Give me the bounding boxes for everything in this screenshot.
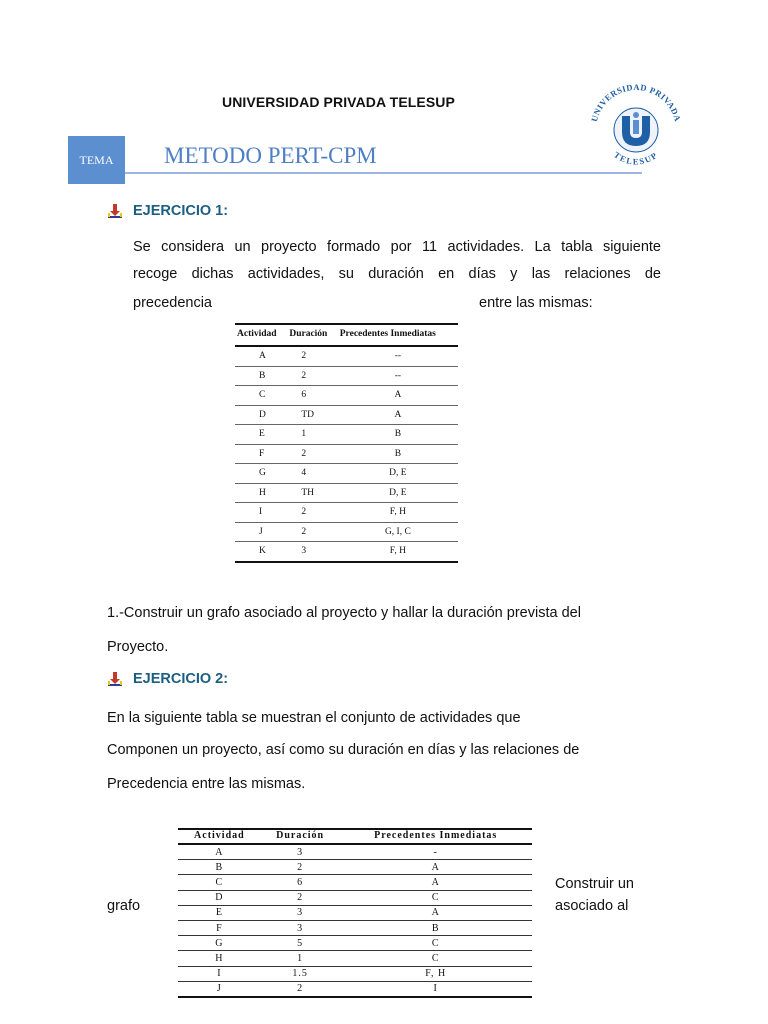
table-cell: G bbox=[178, 936, 261, 951]
table-row bbox=[178, 936, 532, 951]
table-cell: 1 bbox=[261, 951, 340, 966]
ejercicio-2-side-right-line-2: asociado al bbox=[555, 898, 629, 914]
table-row bbox=[235, 366, 458, 386]
ejercicio-2-heading bbox=[107, 671, 228, 687]
ejercicio-2-side-right-line-1: Construir un bbox=[555, 876, 634, 892]
table-header-cell: Precedentes Inmediatas bbox=[338, 324, 458, 346]
table-row bbox=[235, 542, 458, 562]
table-cell: B bbox=[338, 425, 458, 445]
table-row bbox=[235, 503, 458, 523]
tema-label: TEMA bbox=[68, 136, 125, 184]
table-cell: A bbox=[178, 844, 261, 860]
ejercicio-1-heading bbox=[107, 203, 228, 219]
ejercicio-1-intro-line-2: recoge dichas actividades, su duración en días y las relaciones de bbox=[133, 266, 661, 282]
ejercicio-2-title: EJERCICIO 2: bbox=[133, 671, 229, 687]
ejercicio-2-line-2: Componen un proyecto, así como su duración en días y las relaciones de bbox=[107, 742, 580, 758]
title-divider bbox=[125, 172, 642, 174]
table-cell: H bbox=[235, 483, 287, 503]
table-cell: 4 bbox=[287, 464, 337, 484]
table-cell: A bbox=[338, 405, 458, 425]
table-cell: A bbox=[339, 875, 532, 890]
table-row bbox=[178, 844, 532, 860]
table-cell: E bbox=[235, 425, 287, 445]
table-row bbox=[178, 981, 532, 997]
ejercicio-1-question-line-2: Proyecto. bbox=[107, 639, 169, 655]
table-cell: D, E bbox=[338, 464, 458, 484]
table-cell: E bbox=[178, 905, 261, 920]
table-cell: 2 bbox=[287, 366, 337, 386]
ejercicio-1-intro-line-1: Se considera un proyecto formado por 11 actividades. La tabla siguiente bbox=[133, 239, 661, 255]
table-cell: 2 bbox=[261, 981, 340, 997]
ejercicio-2-side-left: grafo bbox=[107, 898, 141, 914]
table-cell: F bbox=[178, 920, 261, 935]
table-cell: F, H bbox=[338, 503, 458, 523]
bullet-icon bbox=[107, 203, 123, 219]
table-cell: 3 bbox=[261, 905, 340, 920]
table-cell: - bbox=[339, 844, 532, 860]
table-cell: F, H bbox=[338, 542, 458, 562]
table-cell: C bbox=[235, 386, 287, 406]
university-logo bbox=[584, 80, 688, 180]
ejercicio-1-table bbox=[235, 323, 458, 563]
table-row bbox=[178, 905, 532, 920]
table-row bbox=[235, 522, 458, 542]
table-cell: D bbox=[178, 890, 261, 905]
table-cell: TD bbox=[287, 405, 337, 425]
table-cell: 2 bbox=[287, 444, 337, 464]
table-cell: 2 bbox=[261, 860, 340, 875]
table-cell: B bbox=[338, 444, 458, 464]
table-cell: 5 bbox=[261, 936, 340, 951]
table-cell: D, E bbox=[338, 483, 458, 503]
table-cell: H bbox=[178, 951, 261, 966]
table-cell: 2 bbox=[261, 890, 340, 905]
table-cell: B bbox=[339, 920, 532, 935]
table-row bbox=[235, 464, 458, 484]
table-cell: G, I, C bbox=[338, 522, 458, 542]
ejercicio-2-line-3: Precedencia entre las mismas. bbox=[107, 776, 306, 792]
table-row bbox=[178, 860, 532, 875]
table-cell: C bbox=[178, 875, 261, 890]
table-cell: A bbox=[339, 905, 532, 920]
table-cell: 2 bbox=[287, 503, 337, 523]
table-row bbox=[178, 966, 532, 981]
table-row bbox=[235, 444, 458, 464]
table-cell: A bbox=[235, 346, 287, 366]
table-row bbox=[235, 346, 458, 366]
table-cell: J bbox=[235, 522, 287, 542]
table-cell: A bbox=[338, 386, 458, 406]
table-cell: J bbox=[178, 981, 261, 997]
table-cell: B bbox=[178, 860, 261, 875]
table-cell: F bbox=[235, 444, 287, 464]
table-cell: C bbox=[339, 890, 532, 905]
table-cell: A bbox=[339, 860, 532, 875]
table-cell: 3 bbox=[261, 844, 340, 860]
table-row bbox=[235, 405, 458, 425]
ejercicio-2-table bbox=[178, 828, 532, 998]
ejercicio-1-question-line-1: 1.-Construir un grafo asociado al proyecto y hallar la duración prevista del bbox=[107, 605, 581, 621]
table-header-cell: Precedentes Inmediatas bbox=[339, 829, 532, 844]
table-row bbox=[235, 483, 458, 503]
table-header-cell: Duración bbox=[287, 324, 337, 346]
table-cell: I bbox=[235, 503, 287, 523]
table-cell: 2 bbox=[287, 346, 337, 366]
table-cell: 2 bbox=[287, 522, 337, 542]
table-cell: B bbox=[235, 366, 287, 386]
table-cell: -- bbox=[338, 346, 458, 366]
university-title: UNIVERSIDAD PRIVADA TELESUP bbox=[222, 94, 455, 110]
table-cell: -- bbox=[338, 366, 458, 386]
ejercicio-1-intro-line-3a: precedencia bbox=[133, 295, 212, 311]
table-cell: 1.5 bbox=[261, 966, 340, 981]
table-cell: I bbox=[339, 981, 532, 997]
table-cell: 6 bbox=[261, 875, 340, 890]
table-cell: C bbox=[339, 936, 532, 951]
table-row bbox=[235, 386, 458, 406]
table-header-cell: Actividad bbox=[235, 324, 287, 346]
table-row bbox=[178, 951, 532, 966]
ejercicio-1-title: EJERCICIO 1: bbox=[133, 203, 229, 219]
table-cell: 3 bbox=[261, 920, 340, 935]
table-cell: D bbox=[235, 405, 287, 425]
table-cell: K bbox=[235, 542, 287, 562]
table-cell: I bbox=[178, 966, 261, 981]
table-row bbox=[178, 875, 532, 890]
table-row bbox=[178, 920, 532, 935]
bullet-icon bbox=[107, 671, 123, 687]
table-cell: 1 bbox=[287, 425, 337, 445]
logo-arc-text: UNIVERSIDAD PRIVADA bbox=[588, 81, 684, 123]
table-cell: 3 bbox=[287, 542, 337, 562]
table-cell: 6 bbox=[287, 386, 337, 406]
table-header-cell: Duración bbox=[261, 829, 340, 844]
table-row bbox=[178, 890, 532, 905]
ejercicio-1-intro-line-3b: entre las mismas: bbox=[479, 295, 593, 311]
table-cell: G bbox=[235, 464, 287, 484]
table-cell: F, H bbox=[339, 966, 532, 981]
ejercicio-2-line-1: En la siguiente tabla se muestran el conjunto de actividades que bbox=[107, 710, 521, 726]
table-header-cell: Actividad bbox=[178, 829, 261, 844]
table-cell: TH bbox=[287, 483, 337, 503]
page-title: METODO PERT-CPM bbox=[164, 143, 377, 168]
table-row bbox=[235, 425, 458, 445]
table-cell: C bbox=[339, 951, 532, 966]
logo-bottom-text: TELESUP bbox=[612, 149, 660, 167]
